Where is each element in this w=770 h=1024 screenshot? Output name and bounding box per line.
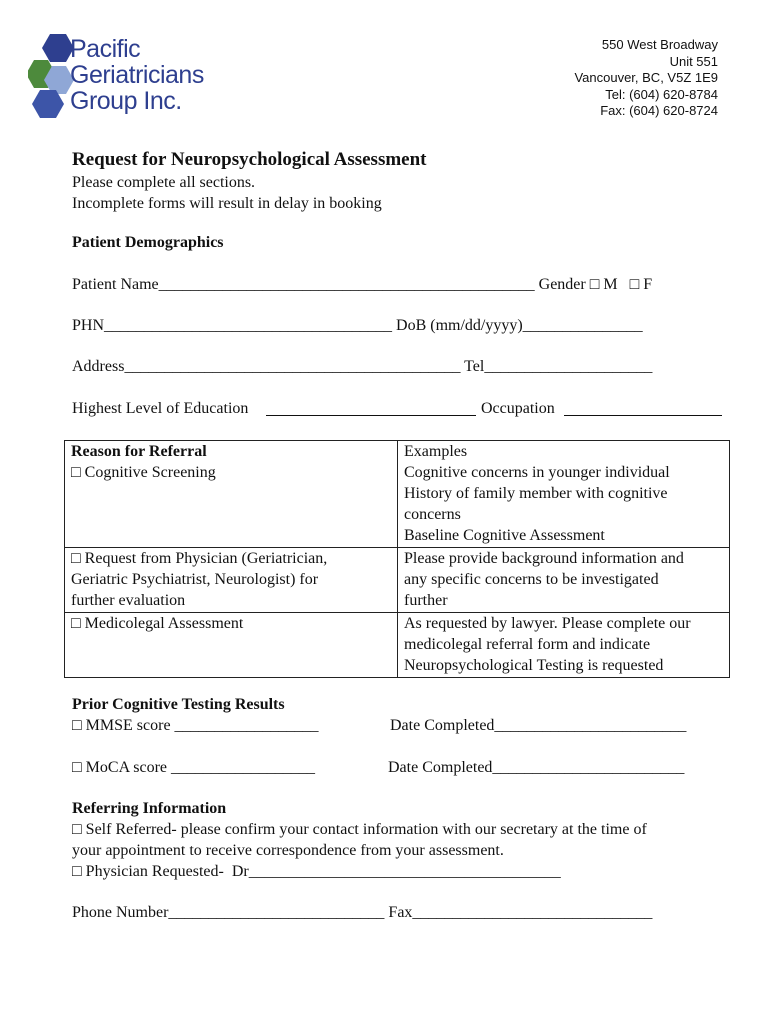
referral-table: [64, 440, 730, 678]
patient-name-field[interactable]: Patient Name_______________________________________________ Gender □ M □ F: [72, 276, 653, 293]
example-line: As requested by lawyer. Please complete our: [404, 615, 691, 632]
example-line: Please provide background information and: [404, 550, 684, 567]
example-line: Cognitive concerns in younger individual: [404, 464, 670, 481]
phone-fax-field[interactable]: Phone Number___________________________ Fax______________________________: [72, 904, 653, 921]
reason-header: Reason for Referral: [71, 443, 207, 460]
example-line: concerns: [404, 506, 461, 523]
example-line: any specific concerns to be investigated: [404, 571, 659, 588]
reason-line: Geriatric Psychiatrist, Neurologist) for: [71, 571, 319, 588]
instruction-1: Please complete all sections.: [72, 174, 256, 191]
table-row: [65, 548, 730, 613]
reason-cell: [65, 548, 398, 613]
moca-date-field[interactable]: Date Completed________________________: [388, 759, 685, 776]
referring-heading: Referring Information: [72, 800, 227, 817]
education-label: Highest Level of Education: [72, 400, 249, 417]
address-fax: Fax: (604) 620-8724: [600, 103, 718, 118]
example-line: History of family member with cognitive: [404, 485, 668, 502]
examples-cell: [398, 548, 730, 613]
moca-score-field[interactable]: □ MoCA score __________________: [72, 759, 315, 776]
example-line: Neuropsychological Testing is requested: [404, 657, 664, 674]
physician-request-checkbox[interactable]: □ Request from Physician (Geriatrician,: [71, 550, 328, 567]
address-line-1: 550 West Broadway: [601, 37, 718, 52]
mmse-date-field[interactable]: Date Completed________________________: [390, 717, 687, 734]
logo-hexagon-4: [32, 90, 64, 118]
reason-cell: [65, 441, 398, 548]
reason-line: further evaluation: [71, 592, 186, 609]
reason-cell: [65, 613, 398, 678]
occupation-field-line[interactable]: [564, 415, 722, 416]
physician-requested-field[interactable]: □ Physician Requested- Dr_______________________________________: [72, 863, 561, 880]
logo-line-3: Group Inc.: [70, 87, 182, 115]
occupation-label: Occupation: [481, 400, 555, 417]
table-row: [65, 441, 730, 548]
logo-line-1: Pacific: [70, 35, 141, 63]
form-title: Request for Neuropsychological Assessment: [72, 149, 427, 170]
examples-cell: [398, 613, 730, 678]
phn-dob-field[interactable]: PHN____________________________________ DoB (mm/dd/yyyy)_______________: [72, 317, 643, 334]
medicolegal-checkbox[interactable]: □ Medicolegal Assessment: [71, 615, 244, 632]
prior-testing-heading: Prior Cognitive Testing Results: [72, 696, 285, 713]
self-referred-checkbox[interactable]: □ Self Referred- please confirm your contact information with our secretary at the time of: [72, 821, 647, 838]
example-line: Baseline Cognitive Assessment: [404, 527, 605, 544]
logo-wordmark: [70, 36, 204, 114]
logo-line-2: Geriatricians: [70, 61, 204, 89]
mmse-score-field[interactable]: □ MMSE score __________________: [72, 717, 319, 734]
table-row: [65, 613, 730, 678]
examples-cell: [398, 441, 730, 548]
address-tel-field[interactable]: Address__________________________________________ Tel_____________________: [72, 358, 653, 375]
clinic-address: [574, 37, 718, 120]
address-line-3: Vancouver, BC, V5Z 1E9: [574, 70, 718, 85]
demographics-heading: Patient Demographics: [72, 234, 224, 251]
cognitive-screening-checkbox[interactable]: □ Cognitive Screening: [71, 464, 216, 481]
examples-header: Examples: [404, 443, 468, 460]
address-tel: Tel: (604) 620-8784: [605, 86, 718, 102]
address-line-2: Unit 551: [669, 53, 718, 69]
instruction-2: Incomplete forms will result in delay in booking: [72, 195, 382, 212]
example-line: further: [404, 592, 448, 609]
education-field-line[interactable]: [266, 415, 476, 416]
self-referred-note: your appointment to receive correspondence from your assessment.: [72, 842, 504, 859]
example-line: medicolegal referral form and indicate: [404, 636, 651, 653]
